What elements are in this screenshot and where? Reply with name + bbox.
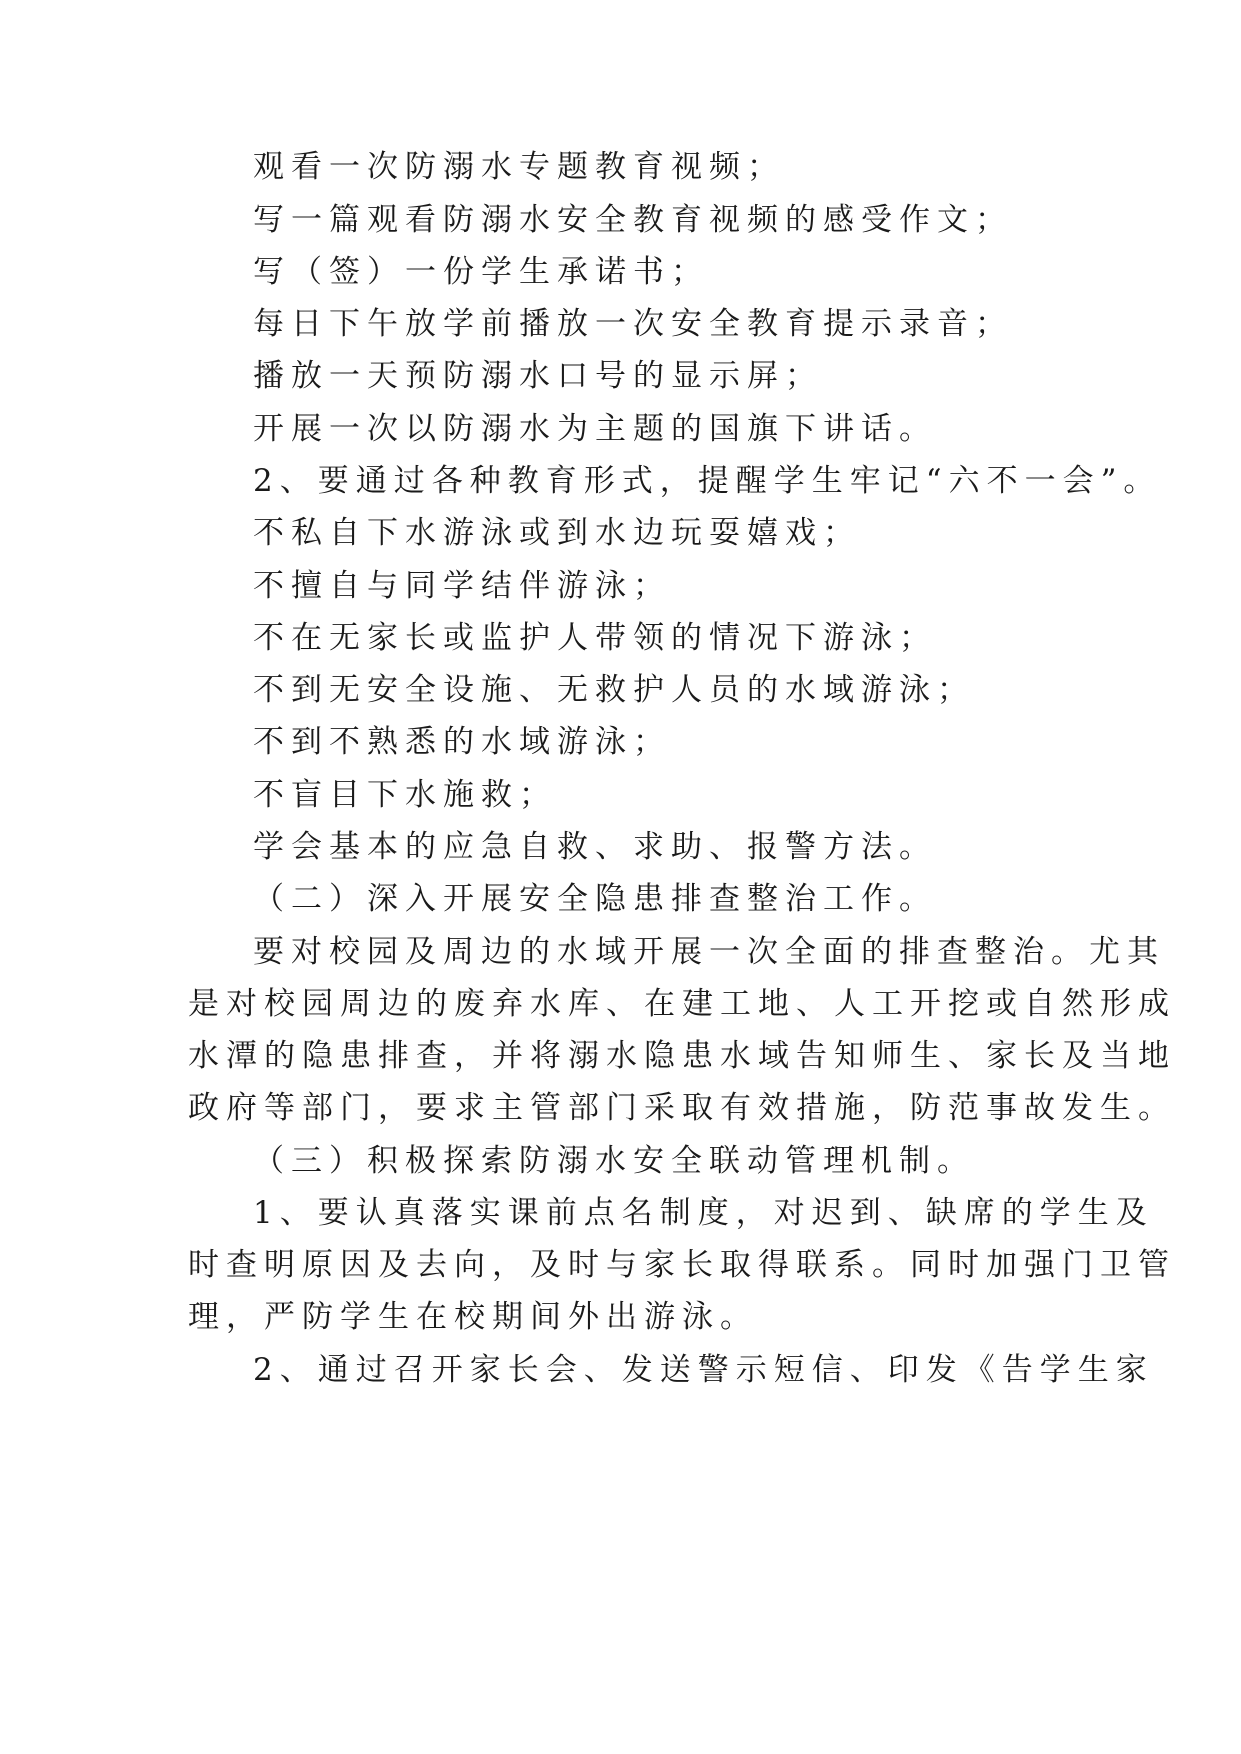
text-line: 每日下午放学前播放一次安全教育提示录音；	[253, 306, 1013, 342]
text-line: 2、要通过各种教育形式，提醒学生牢记“六不一会”。	[253, 463, 1162, 499]
text-line: 是对校园周边的废弃水库、在建工地、人工开挖或自然形成	[188, 986, 1176, 1022]
text-line: 不在无家长或监护人带领的情况下游泳；	[253, 620, 937, 656]
text-line: 时查明原因及去向，及时与家长取得联系。同时加强门卫管	[188, 1247, 1176, 1283]
text-line: 不到不熟悉的水域游泳；	[253, 724, 671, 760]
text-line: 2、通过召开家长会、发送警示短信、印发《告学生家	[253, 1352, 1154, 1388]
text-line: 学会基本的应急自救、求助、报警方法。	[253, 829, 937, 865]
text-line: 不私自下水游泳或到水边玩耍嬉戏；	[253, 515, 861, 551]
text-line: 不擅自与同学结伴游泳；	[253, 568, 671, 604]
text-line: 理，严防学生在校期间外出游泳。	[188, 1299, 758, 1335]
text-line: 写一篇观看防溺水安全教育视频的感受作文；	[253, 202, 1013, 238]
text-line: 1、要认真落实课前点名制度，对迟到、缺席的学生及	[253, 1195, 1154, 1231]
text-line: 不盲目下水施救；	[253, 777, 557, 813]
text-line: 写（签）一份学生承诺书；	[253, 254, 709, 290]
text-line: 观看一次防溺水专题教育视频；	[253, 149, 785, 185]
section-heading: （三）积极探索防溺水安全联动管理机制。	[253, 1143, 975, 1179]
text-line: 政府等部门，要求主管部门采取有效措施，防范事故发生。	[188, 1090, 1176, 1126]
text-line: 要对校园及周边的水域开展一次全面的排查整治。尤其	[253, 934, 1165, 970]
section-heading: （二）深入开展安全隐患排查整治工作。	[253, 881, 937, 917]
text-line: 水潭的隐患排查，并将溺水隐患水域告知师生、家长及当地	[188, 1038, 1176, 1074]
text-line: 开展一次以防溺水为主题的国旗下讲话。	[253, 411, 937, 447]
text-line: 播放一天预防溺水口号的显示屏；	[253, 358, 823, 394]
text-line: 不到无安全设施、无救护人员的水域游泳；	[253, 672, 975, 708]
